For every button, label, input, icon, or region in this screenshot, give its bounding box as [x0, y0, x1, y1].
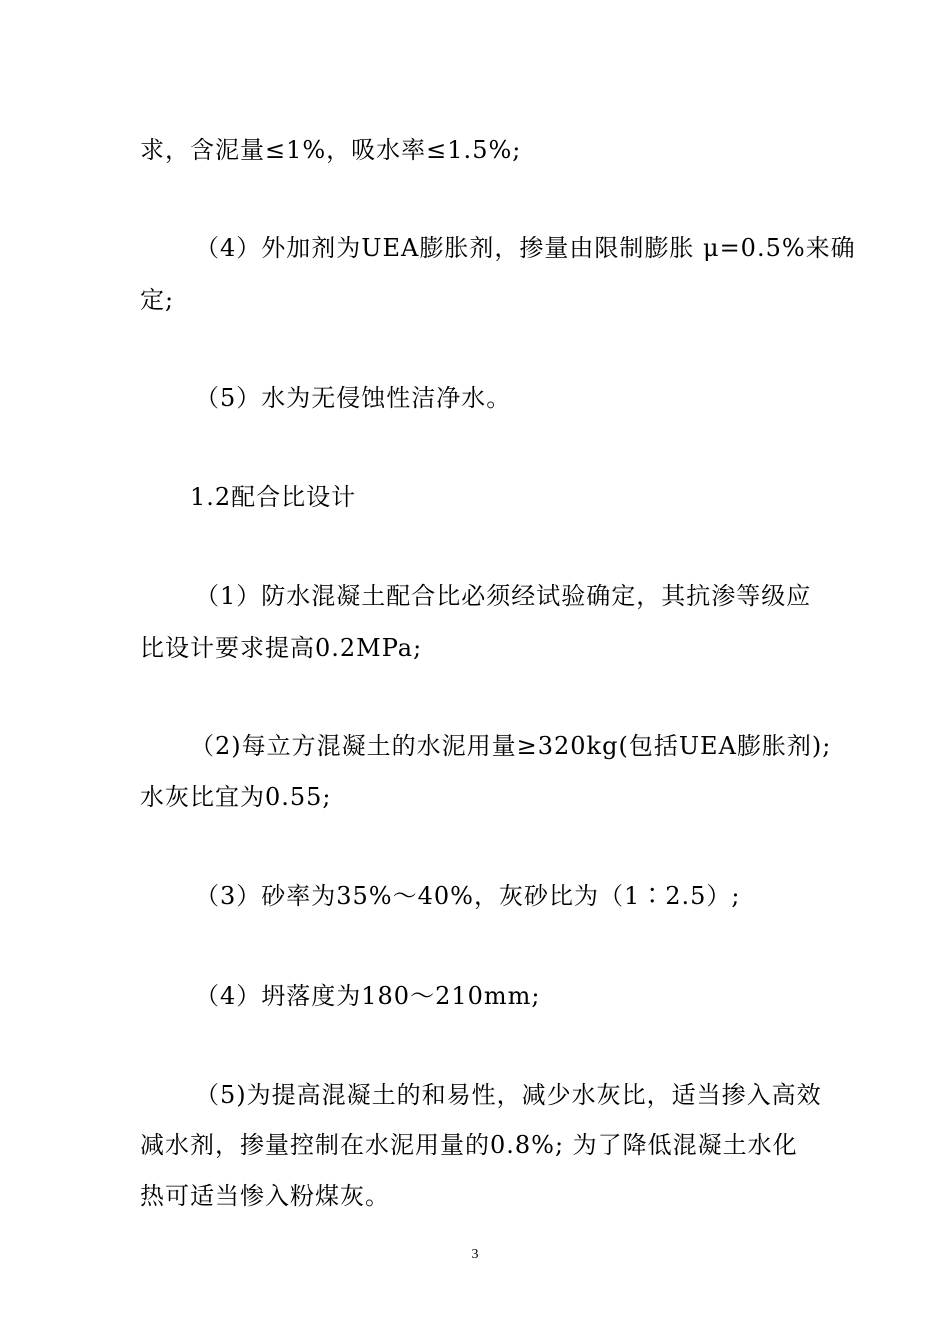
text-line: （2)每立方混凝土的水泥用量≥320kg(包括UEA膨胀剂);	[190, 732, 832, 760]
text-line: 比设计要求提高0.2MPa;	[140, 634, 423, 662]
text-line: （5）水为无侵蚀性洁净水。	[195, 384, 512, 412]
text-line: 热可适当惨入粉煤灰。	[140, 1182, 390, 1210]
text-line: （3）砂率为35%～40%，灰砂比为（1∶2.5）;	[195, 882, 741, 910]
text-line: 减水剂，掺量控制在水泥用量的0.8%; 为了降低混凝土水化	[140, 1131, 798, 1159]
text-line: 定;	[140, 286, 175, 314]
section-heading: 1.2配合比设计	[190, 483, 357, 511]
text-line: 求，含泥量≤1%，吸水率≤1.5%;	[140, 136, 522, 164]
text-line: （4）外加剂为UEA膨胀剂，掺量由限制膨胀 μ=0.5%来确	[195, 234, 856, 262]
text-line: 水灰比宜为0.55;	[140, 783, 332, 811]
text-line: （4）坍落度为180～210mm;	[195, 982, 541, 1010]
text-line: （5)为提高混凝土的和易性，减少水灰比，适当掺入高效	[195, 1081, 822, 1109]
page-number: 3	[471, 1247, 479, 1262]
text-line: （1）防水混凝土配合比必须经试验确定，其抗渗等级应	[195, 582, 812, 610]
